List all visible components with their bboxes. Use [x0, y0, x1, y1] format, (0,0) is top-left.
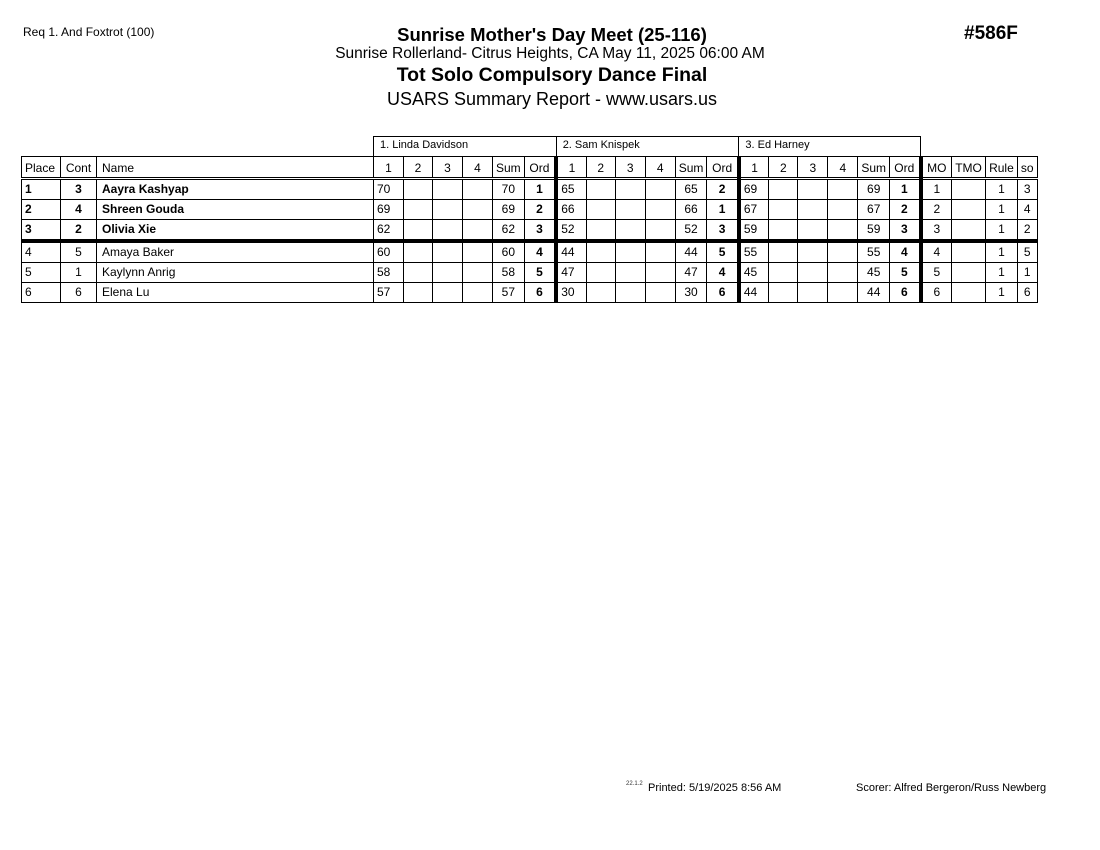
skater-name: Shreen Gouda: [97, 200, 374, 220]
tmo-cell: [952, 179, 986, 200]
cont-cell: 2: [61, 220, 97, 242]
j2-score-2: [586, 200, 615, 220]
col-rule: Rule: [986, 157, 1018, 179]
j2-ordinal: 6: [707, 283, 739, 303]
location-line: Sunrise Rollerland- Citrus Heights, CA May 11, 2025 06:00 AM: [335, 45, 765, 62]
rule-cell: 1: [986, 179, 1018, 200]
j3-score-4: [828, 241, 858, 263]
j3-sum: 69: [858, 179, 890, 200]
col-j3-4: 4: [828, 157, 858, 179]
j1-score-2: [404, 179, 433, 200]
j3-score-4: [828, 200, 858, 220]
requirement-label: Req 1. And Foxtrot (100): [23, 25, 155, 39]
j3-ordinal: 4: [890, 241, 921, 263]
j2-sum: 52: [675, 220, 707, 242]
mo-cell: 3: [921, 220, 952, 242]
report-title: USARS Summary Report - www.usars.us: [386, 89, 718, 109]
col-j3-ord: Ord: [890, 157, 921, 179]
col-j2-4: 4: [645, 157, 675, 179]
j2-score-3: [615, 200, 645, 220]
j3-score-2: [769, 179, 798, 200]
so-cell: 1: [1017, 263, 1037, 283]
col-j1-ord: Ord: [524, 157, 556, 179]
j2-ordinal: 4: [707, 263, 739, 283]
j1-score-4: [463, 263, 493, 283]
col-j1-3: 3: [433, 157, 463, 179]
j2-score-4: [645, 283, 675, 303]
cont-cell: 1: [61, 263, 97, 283]
j3-sum: 55: [858, 241, 890, 263]
cont-cell: 5: [61, 241, 97, 263]
j3-sum: 44: [858, 283, 890, 303]
table-row: [22, 200, 1038, 220]
event-code: #586F: [964, 23, 1018, 44]
j2-score-3: [615, 179, 645, 200]
col-j1-2: 2: [404, 157, 433, 179]
j3-ordinal: 1: [890, 179, 921, 200]
j2-ordinal: 1: [707, 200, 739, 220]
j1-score-4: [463, 241, 493, 263]
j2-score-4: [645, 179, 675, 200]
j1-score-3: [433, 220, 463, 242]
j1-score-4: [463, 179, 493, 200]
rule-cell: 1: [986, 200, 1018, 220]
j2-score-4: [645, 220, 675, 242]
col-so: so: [1017, 157, 1037, 179]
skater-name: Olivia Xie: [97, 220, 374, 242]
j1-score-3: [433, 283, 463, 303]
j3-score-3: [798, 179, 828, 200]
j3-score-1: 45: [739, 263, 769, 283]
j3-score-3: [798, 283, 828, 303]
j1-score-3: [433, 263, 463, 283]
j3-score-1: 67: [739, 200, 769, 220]
rule-cell: 1: [986, 263, 1018, 283]
j2-ordinal: 5: [707, 241, 739, 263]
j3-score-1: 44: [739, 283, 769, 303]
j3-ordinal: 5: [890, 263, 921, 283]
j2-score-3: [615, 241, 645, 263]
j3-score-2: [769, 200, 798, 220]
j2-score-2: [586, 220, 615, 242]
place-cell: 5: [22, 263, 61, 283]
place-cell: 2: [22, 200, 61, 220]
j3-score-2: [769, 241, 798, 263]
so-cell: 5: [1017, 241, 1037, 263]
j1-score-3: [433, 179, 463, 200]
j1-sum: 57: [493, 283, 525, 303]
col-j2-1: 1: [556, 157, 586, 179]
results-table: [21, 136, 1038, 303]
j3-score-4: [828, 220, 858, 242]
j3-score-2: [769, 283, 798, 303]
mo-cell: 6: [921, 283, 952, 303]
printed-timestamp: Printed: 5/19/2025 8:56 AM: [648, 782, 782, 794]
col-j2-ord: Ord: [707, 157, 739, 179]
j1-score-3: [433, 241, 463, 263]
j3-score-2: [769, 263, 798, 283]
j3-sum: 45: [858, 263, 890, 283]
column-header-row: [22, 157, 1038, 179]
j1-ordinal: 1: [524, 179, 556, 200]
skater-name: Kaylynn Anrig: [97, 263, 374, 283]
j3-score-1: 69: [739, 179, 769, 200]
cont-cell: 3: [61, 179, 97, 200]
j3-ordinal: 2: [890, 200, 921, 220]
j1-ordinal: 6: [524, 283, 556, 303]
skater-name: Aayra Kashyap: [97, 179, 374, 200]
j1-score-2: [404, 241, 433, 263]
j2-sum: 44: [675, 241, 707, 263]
j3-score-1: 55: [739, 241, 769, 263]
place-cell: 6: [22, 283, 61, 303]
j2-score-1: 44: [556, 241, 586, 263]
j3-ordinal: 3: [890, 220, 921, 242]
j1-score-2: [404, 283, 433, 303]
j1-score-1: 57: [374, 283, 404, 303]
mo-cell: 5: [921, 263, 952, 283]
j2-sum: 47: [675, 263, 707, 283]
j2-score-1: 52: [556, 220, 586, 242]
j3-sum: 59: [858, 220, 890, 242]
skater-name: Elena Lu: [97, 283, 374, 303]
j2-score-2: [586, 179, 615, 200]
table-row: [22, 283, 1038, 303]
j2-score-4: [645, 263, 675, 283]
table-row: [22, 241, 1038, 263]
j3-sum: 67: [858, 200, 890, 220]
j3-score-3: [798, 220, 828, 242]
j3-score-3: [798, 200, 828, 220]
software-version: 22.1.2: [626, 781, 643, 787]
j1-ordinal: 3: [524, 220, 556, 242]
table-row: [22, 220, 1038, 242]
col-tmo: TMO: [952, 157, 986, 179]
col-cont: Cont: [61, 157, 97, 179]
col-j3-1: 1: [739, 157, 769, 179]
j2-score-1: 66: [556, 200, 586, 220]
col-j3-sum: Sum: [858, 157, 890, 179]
col-name: Name: [97, 157, 374, 179]
tmo-cell: [952, 200, 986, 220]
j1-sum: 70: [493, 179, 525, 200]
col-j2-sum: Sum: [675, 157, 707, 179]
j3-score-3: [798, 263, 828, 283]
j1-score-4: [463, 220, 493, 242]
j3-score-4: [828, 263, 858, 283]
j2-score-3: [615, 283, 645, 303]
skater-name: Amaya Baker: [97, 241, 374, 263]
tmo-cell: [952, 220, 986, 242]
j3-score-4: [828, 179, 858, 200]
rule-cell: 1: [986, 283, 1018, 303]
col-j3-3: 3: [798, 157, 828, 179]
j2-score-2: [586, 241, 615, 263]
j1-sum: 62: [493, 220, 525, 242]
j1-sum: 69: [493, 200, 525, 220]
j1-sum: 60: [493, 241, 525, 263]
so-cell: 4: [1017, 200, 1037, 220]
judge-1-label: 1. Linda Davidson: [374, 137, 557, 157]
j2-score-2: [586, 283, 615, 303]
tmo-cell: [952, 241, 986, 263]
j2-score-1: 47: [556, 263, 586, 283]
event-title: Tot Solo Compulsory Dance Final: [396, 64, 708, 86]
j3-score-2: [769, 220, 798, 242]
place-cell: 3: [22, 220, 61, 242]
table-row: [22, 179, 1038, 200]
col-j2-3: 3: [615, 157, 645, 179]
so-cell: 2: [1017, 220, 1037, 242]
judge-3-label: 3. Ed Harney: [739, 137, 921, 157]
scorer-label: Scorer: Alfred Bergeron/Russ Newberg: [856, 782, 1047, 794]
rule-cell: 1: [986, 241, 1018, 263]
rule-cell: 1: [986, 220, 1018, 242]
j1-score-1: 62: [374, 220, 404, 242]
col-j1-4: 4: [463, 157, 493, 179]
j2-score-2: [586, 263, 615, 283]
j1-score-2: [404, 263, 433, 283]
j2-ordinal: 3: [707, 220, 739, 242]
j2-score-1: 30: [556, 283, 586, 303]
j3-score-4: [828, 283, 858, 303]
j1-sum: 58: [493, 263, 525, 283]
j1-score-4: [463, 200, 493, 220]
col-place: Place: [22, 157, 61, 179]
j3-ordinal: 6: [890, 283, 921, 303]
place-cell: 4: [22, 241, 61, 263]
table-row: [22, 263, 1038, 283]
place-cell: 1: [22, 179, 61, 200]
col-j1-sum: Sum: [493, 157, 525, 179]
col-j3-2: 2: [769, 157, 798, 179]
j2-score-3: [615, 263, 645, 283]
j2-ordinal: 2: [707, 179, 739, 200]
col-j2-2: 2: [586, 157, 615, 179]
j2-sum: 65: [675, 179, 707, 200]
mo-cell: 2: [921, 200, 952, 220]
j2-sum: 66: [675, 200, 707, 220]
judge-2-label: 2. Sam Knispek: [556, 137, 739, 157]
j1-ordinal: 4: [524, 241, 556, 263]
j1-score-3: [433, 200, 463, 220]
j1-score-1: 60: [374, 241, 404, 263]
j1-score-1: 70: [374, 179, 404, 200]
mo-cell: 1: [921, 179, 952, 200]
j1-score-2: [404, 200, 433, 220]
j3-score-1: 59: [739, 220, 769, 242]
so-cell: 3: [1017, 179, 1037, 200]
j2-score-4: [645, 241, 675, 263]
j2-score-1: 65: [556, 179, 586, 200]
judge-header-row: [22, 137, 1038, 157]
mo-cell: 4: [921, 241, 952, 263]
j1-score-2: [404, 220, 433, 242]
so-cell: 6: [1017, 283, 1037, 303]
cont-cell: 4: [61, 200, 97, 220]
j1-ordinal: 5: [524, 263, 556, 283]
cont-cell: 6: [61, 283, 97, 303]
j2-score-3: [615, 220, 645, 242]
j1-score-1: 69: [374, 200, 404, 220]
j1-ordinal: 2: [524, 200, 556, 220]
tmo-cell: [952, 263, 986, 283]
col-j1-1: 1: [374, 157, 404, 179]
j3-score-3: [798, 241, 828, 263]
j2-sum: 30: [675, 283, 707, 303]
j2-score-4: [645, 200, 675, 220]
meet-title: Sunrise Mother's Day Meet (25-116): [397, 24, 707, 45]
col-mo: MO: [921, 157, 952, 179]
j1-score-1: 58: [374, 263, 404, 283]
j1-score-4: [463, 283, 493, 303]
tmo-cell: [952, 283, 986, 303]
